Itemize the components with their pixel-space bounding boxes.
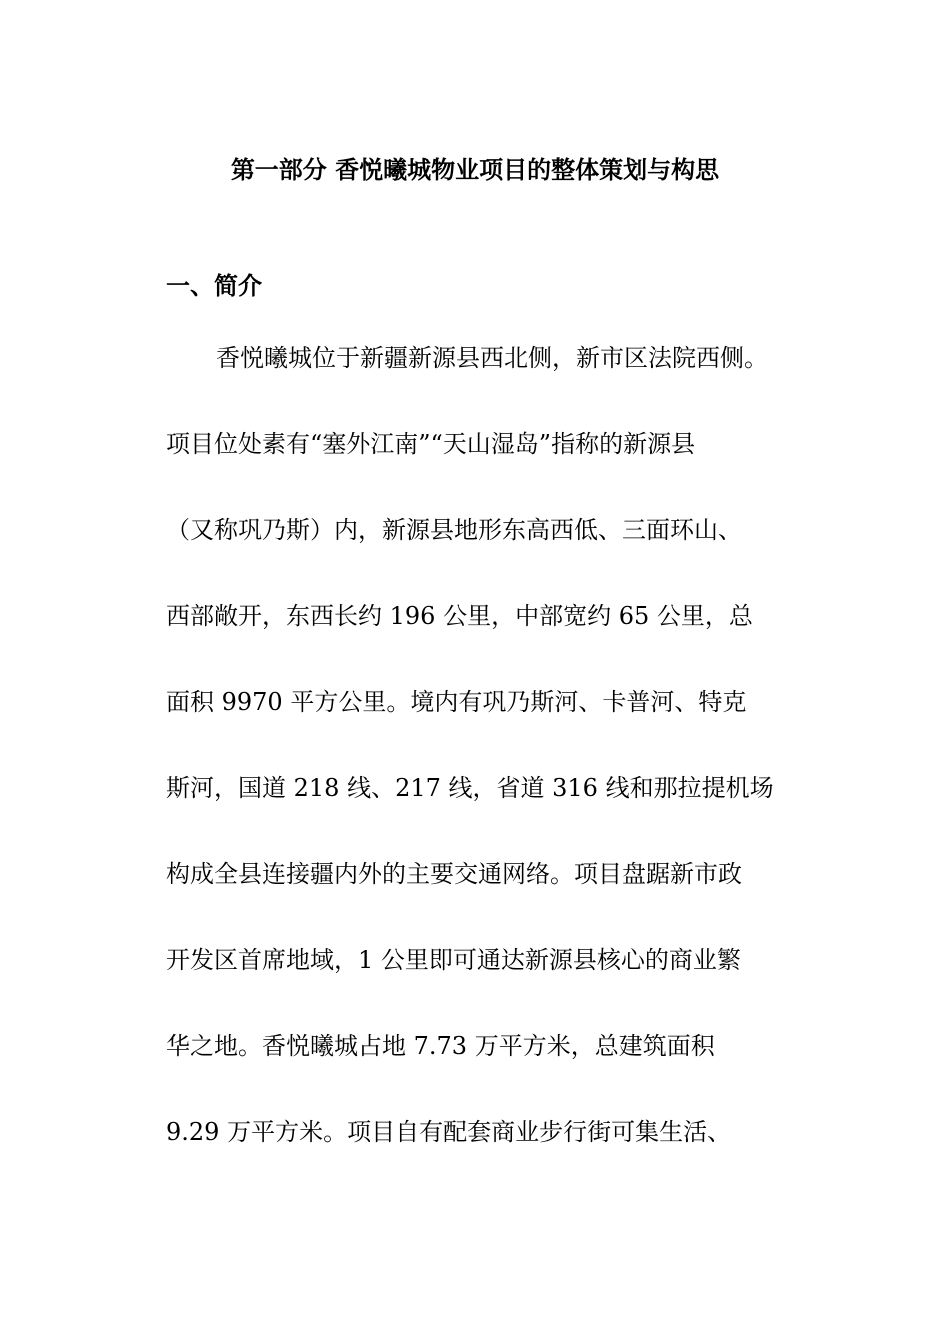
paragraph-line: 开发区首席地域，1 公里即可通达新源县核心的商业繁 (166, 946, 741, 974)
document-title: 第一部分 香悦曦城物业项目的整体策划与构思 (230, 156, 720, 184)
paragraph-line: 西部敞开，东西长约 196 公里，中部宽约 65 公里，总 (166, 602, 753, 630)
paragraph-line: 华之地。香悦曦城占地 7.73 万平方米，总建筑面积 (166, 1032, 715, 1060)
paragraph-line: 9.29 万平方米。项目自有配套商业步行街可集生活、 (166, 1118, 732, 1146)
paragraph-line: （又称巩乃斯）内，新源县地形东高西低、三面环山、 (166, 516, 742, 544)
paragraph-line: 香悦曦城位于新疆新源县西北侧，新市区法院西侧。 (216, 344, 768, 372)
paragraph-line: 斯河，国道 218 线、217 线，省道 316 线和那拉提机场 (166, 774, 774, 802)
paragraph-line: 项目位处素有“塞外江南”“天山湿岛”指称的新源县 (166, 430, 696, 458)
paragraph-line: 面积 9970 平方公里。境内有巩乃斯河、卡普河、特克 (166, 688, 747, 716)
section-heading: 一、简介 (166, 272, 262, 300)
paragraph-line: 构成全县连接疆内外的主要交通网络。项目盘踞新市政 (166, 860, 742, 888)
